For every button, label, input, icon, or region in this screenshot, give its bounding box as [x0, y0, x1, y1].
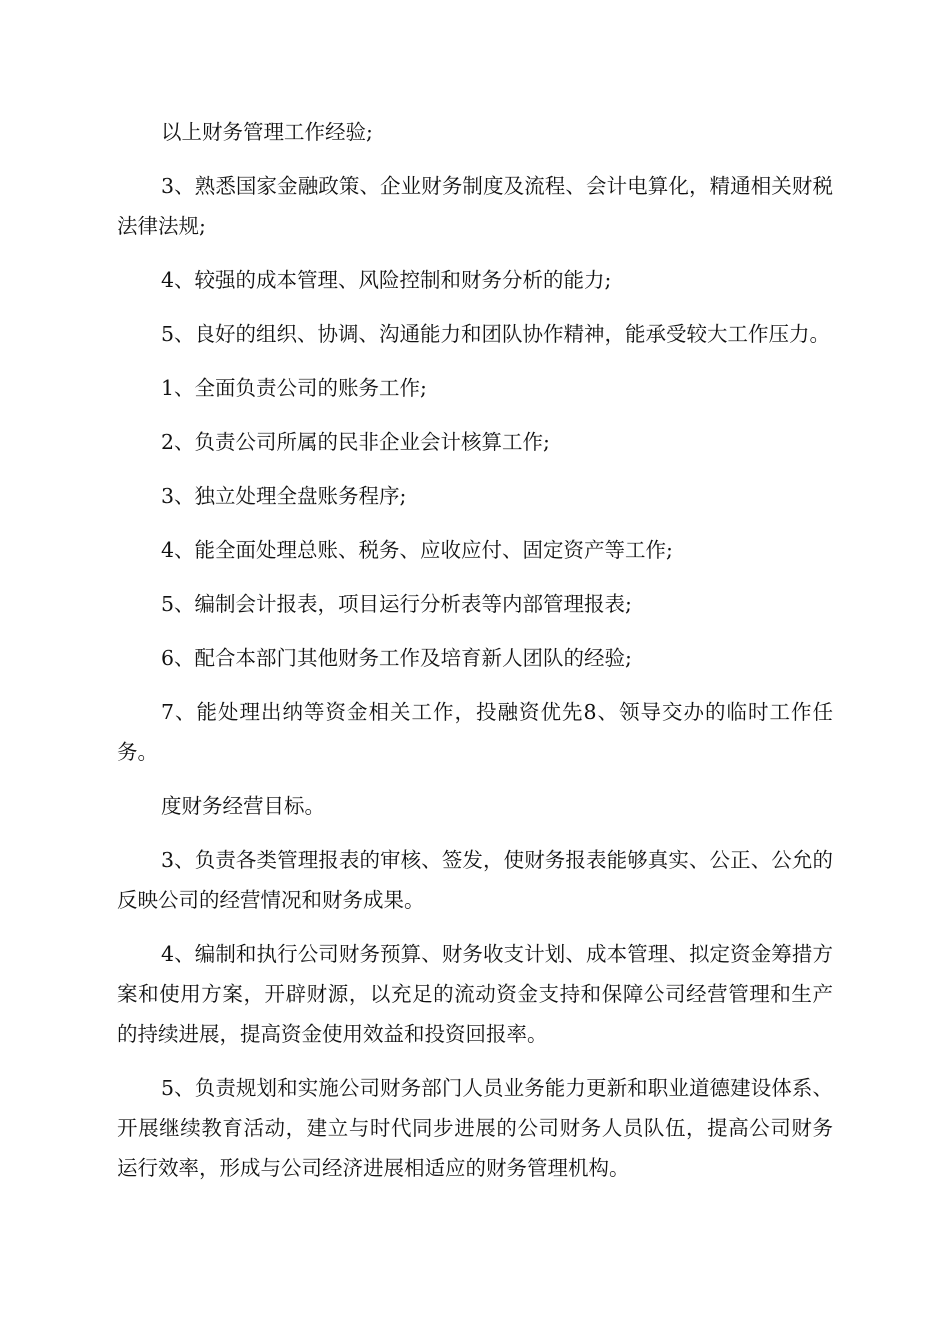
paragraph-6: 2、负责公司所属的民非企业会计核算工作; [161, 430, 550, 454]
paragraph-13: 3、负责各类管理报表的审核、签发，使财务报表能够真实、公正、公允的反映公司的经营情况和财务成果。 [117, 848, 833, 912]
paragraph-3: 4、较强的成本管理、风险控制和财务分析的能力; [161, 268, 612, 292]
paragraph-10: 6、配合本部门其他财务工作及培育新人团队的经验; [161, 646, 632, 670]
paragraph-7: 3、独立处理全盘账务程序; [161, 484, 407, 508]
paragraph-15: 5、负责规划和实施公司财务部门人员业务能力更新和职业道德建设体系、开展继续教育活动，建立与时代同步进展的公司财务人员队伍，提高公司财务运行效率，形成与公司经济进展相适应的财务管理机构。 [117, 1076, 833, 1180]
paragraph-12: 度财务经营目标。 [161, 794, 325, 818]
paragraph-9: 5、编制会计报表，项目运行分析表等内部管理报表; [161, 592, 632, 616]
paragraph-2: 3、熟悉国家金融政策、企业财务制度及流程、会计电算化，精通相关财税法律法规; [117, 174, 833, 238]
paragraph-1: 以上财务管理工作经验; [161, 120, 373, 144]
document-body [117, 112, 833, 1202]
paragraph-11: 7、能处理出纳等资金相关工作，投融资优先8、领导交办的临时工作任务。 [117, 700, 833, 764]
paragraph-4: 5、良好的组织、协调、沟通能力和团队协作精神，能承受较大工作压力。 [161, 322, 831, 346]
paragraph-14: 4、编制和执行公司财务预算、财务收支计划、成本管理、拟定资金筹措方案和使用方案，开辟财源，以充足的流动资金支持和保障公司经营管理和生产的持续进展，提高资金使用效益和投资回报率。 [117, 942, 833, 1046]
paragraph-5: 1、全面负责公司的账务工作; [161, 376, 427, 400]
paragraph-8: 4、能全面处理总账、税务、应收应付、固定资产等工作; [161, 538, 673, 562]
